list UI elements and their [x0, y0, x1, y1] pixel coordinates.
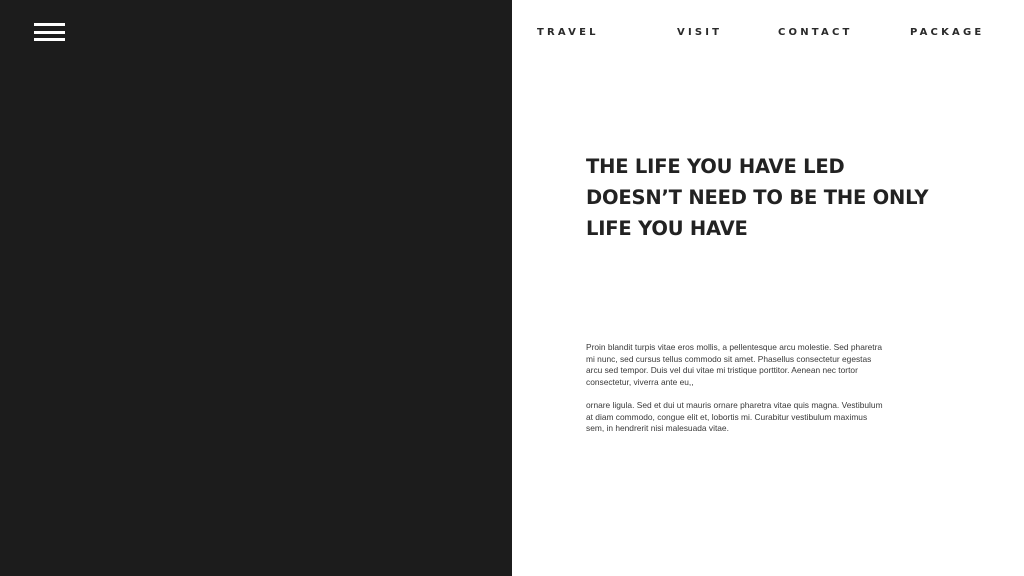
hamburger-menu-icon[interactable]: [34, 23, 65, 41]
nav-link-travel[interactable]: TRAVEL: [537, 27, 599, 38]
body-paragraph-1: Proin blandit turpis vitae eros mollis, a pellentesque arcu molestie. Sed pharetra mi nunc, sed cursus tellus commodo sit amet. Phasellus consectetur egestas arcu sed tempor. Duis vel dui vitae mi tristique porttitor. Aenean nec tortor consectetur, viverra ante eu,,: [586, 342, 883, 387]
menu-bar-bottom: [34, 38, 65, 41]
nav-link-visit[interactable]: VISIT: [677, 27, 723, 38]
menu-bar-middle: [34, 31, 65, 34]
headline-line-3: LIFE YOU HAVE: [586, 217, 748, 240]
headline-line-1: THE LIFE YOU HAVE LED: [586, 155, 845, 178]
hero-body-text: [586, 342, 886, 435]
top-navigation: [512, 27, 1024, 39]
content-panel: [512, 0, 1024, 576]
nav-link-contact[interactable]: CONTACT: [778, 27, 853, 38]
headline-line-2: DOESN’T NEED TO BE THE ONLY: [586, 186, 929, 209]
nav-link-package[interactable]: PACKAGE: [910, 27, 985, 38]
menu-bar-top: [34, 23, 65, 26]
body-paragraph-2: ornare ligula. Sed et dui ut mauris ornare pharetra vitae quis magna. Vestibulum at diam commodo, congue elit et, lobortis mi. Curabitur vestibulum maximus sem, in hendrerit nisi malesuada vitae.: [586, 399, 883, 434]
hero-headline: [586, 151, 946, 244]
